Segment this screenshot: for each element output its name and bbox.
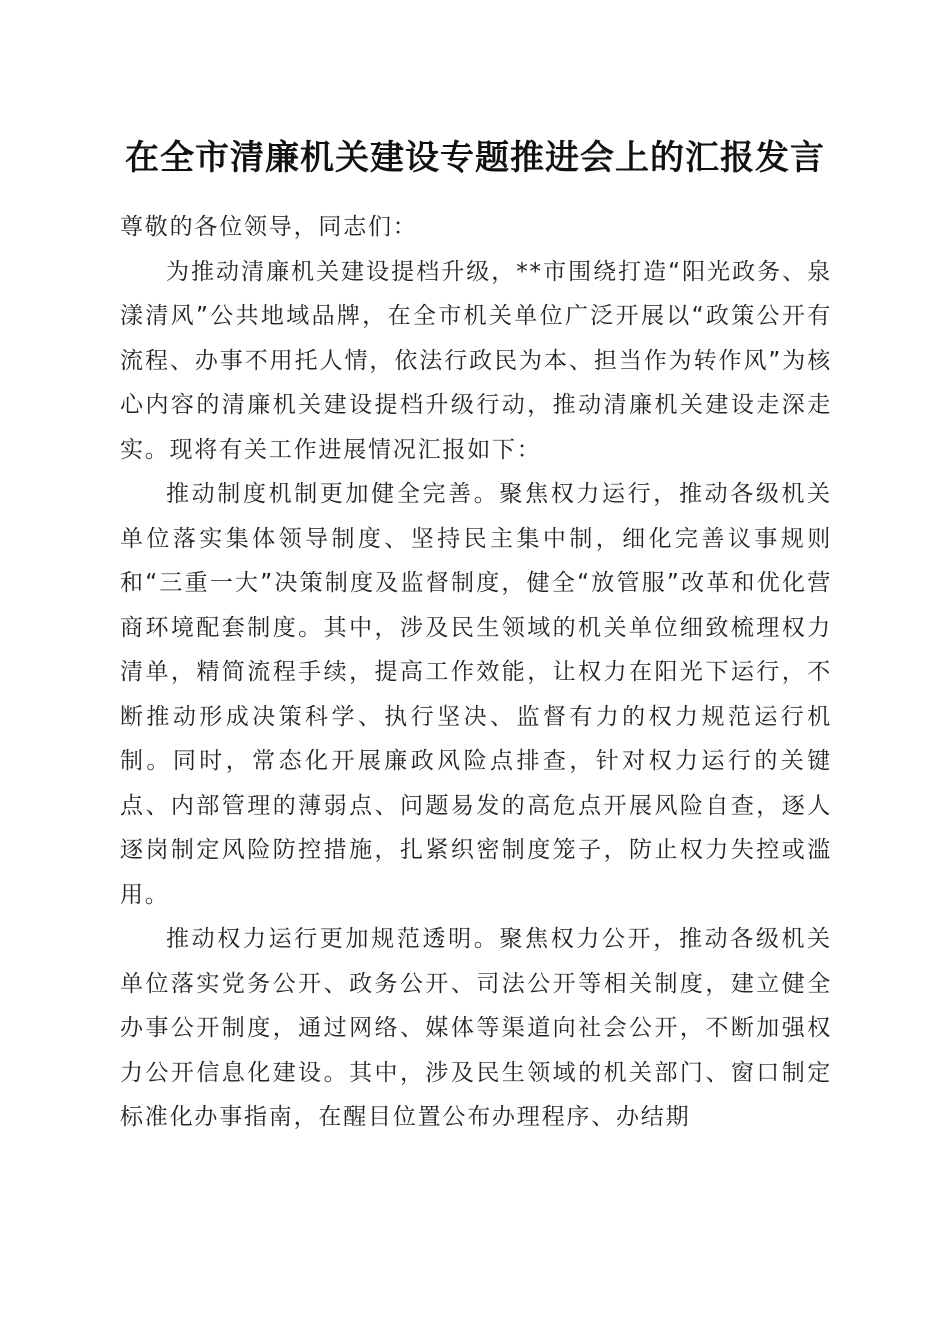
document-body	[120, 205, 832, 1140]
paragraph-system-mechanism: 推动制度机制更加健全完善。聚焦权力运行，推动各级机关单位落实集体领导制度、坚持民主集中制，细化完善议事规则和“三重一大”决策制度及监督制度，健全“放管服”改革和优化营商环境配套制度。其中，涉及民生领域的机关单位细致梳理权力清单，精简流程手续，提高工作效能，让权力在阳光下运行，不断推动形成决策科学、执行坚决、监督有力的权力规范运行机制。同时，常态化开展廉政风险点排查，针对权力运行的关键点、内部管理的薄弱点、问题易发的高危点开展风险自查，逐人逐岗制定风险防控措施，扎紧织密制度笼子，防止权力失控或滥用。	[120, 481, 832, 908]
paragraph-intro: 为推动清廉机关建设提档升级，**市围绕打造“阳光政务、泉漾清风”公共地域品牌，在全市机关单位广泛开展以“政策公开有流程、办事不用托人情，依法行政民为本、担当作为转作风”为核心内容的清廉机关建设提档升级行动，推动清廉机关建设走深走实。现将有关工作进展情况汇报如下：	[120, 258, 832, 463]
paragraph-power-transparency: 推动权力运行更加规范透明。聚焦权力公开，推动各级机关单位落实党务公开、政务公开、司法公开等相关制度，建立健全办事公开制度，通过网络、媒体等渠道向社会公开，不断加强权力公开信息化建设。其中，涉及民生领域的机关部门、窗口制定标准化办事指南，在醒目位置公布办理程序、办结期	[120, 926, 832, 1130]
salutation: 尊敬的各位领导，同志们：	[120, 214, 418, 240]
document-title: 在全市清廉机关建设专题推进会上的汇报发言	[125, 138, 825, 178]
